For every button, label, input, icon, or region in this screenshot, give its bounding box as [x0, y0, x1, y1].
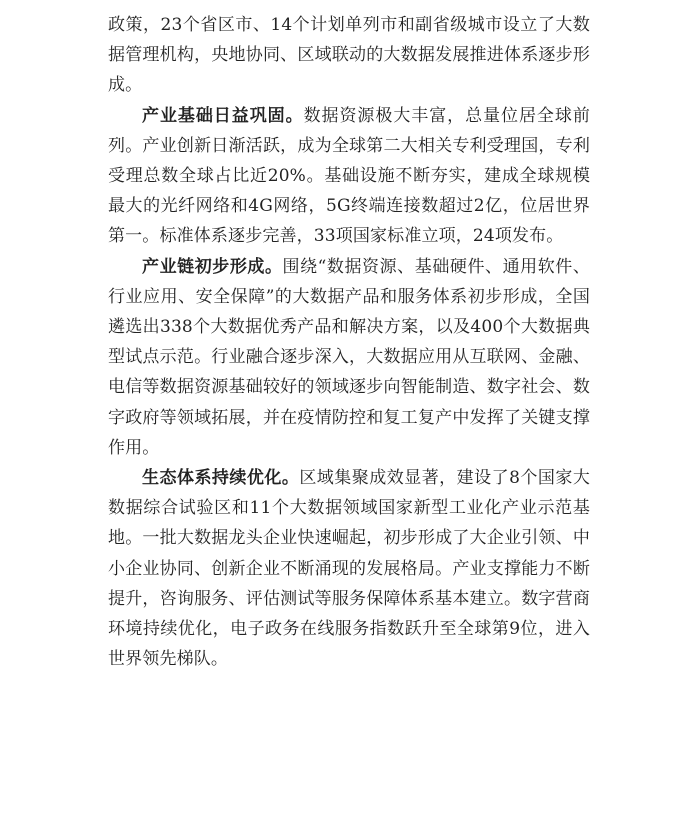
paragraph-body: 数据资源极大丰富，总量位居全球前列。产业创新日渐活跃，成为全球第二大相关专利受理国，专利受理总数全球占比近20%。基础设施不断夯实，建成全球规模最大的光纤网络和4G网络，5G终端连接数超过2亿，位居世界第一。标准体系逐步完善，33项国家标准立项，24项发布。 [108, 105, 590, 247]
paragraph-ecosystem [108, 463, 590, 674]
paragraph-policy-continuation [108, 10, 590, 101]
paragraph-body: 围绕“数据资源、基础硬件、通用软件、行业应用、安全保障”的大数据产品和服务体系初步形成，全国遴选出338个大数据优秀产品和解决方案，以及400个大数据典型试点示范。行业融合逐步深入，大数据应用从互联网、金融、电信等数据资源基础较好的领域逐步向智能制造、数字社会、数字政府等领域拓展，并在疫情防控和复工复产中发挥了关键支撑作用。 [108, 256, 590, 458]
paragraph-industry-chain [108, 252, 590, 463]
document-body [108, 10, 590, 674]
paragraph-lead-heading: 产业链初步形成。 [142, 256, 283, 277]
paragraph-lead-heading: 生态体系持续优化。 [142, 468, 300, 489]
paragraph-lead-heading: 产业基础日益巩固。 [142, 105, 304, 126]
paragraph-body: 政策，23个省区市、14个计划单列市和副省级城市设立了大数据管理机构，央地协同、区域联动的大数据发展推进体系逐步形成。 [108, 15, 590, 96]
paragraph-body: 区域集聚成效显著，建设了8个国家大数据综合试验区和11个大数据领域国家新型工业化产业示范基地。一批大数据龙头企业快速崛起，初步形成了大企业引领、中小企业协同、创新企业不断涌现的发展格局。产业支撑能力不断提升，咨询服务、评估测试等服务保障体系基本建立。数字营商环境持续优化，电子政务在线服务指数跃升至全球第9位，进入世界领先梯队。 [108, 468, 590, 670]
paragraph-industry-foundation [108, 101, 590, 252]
